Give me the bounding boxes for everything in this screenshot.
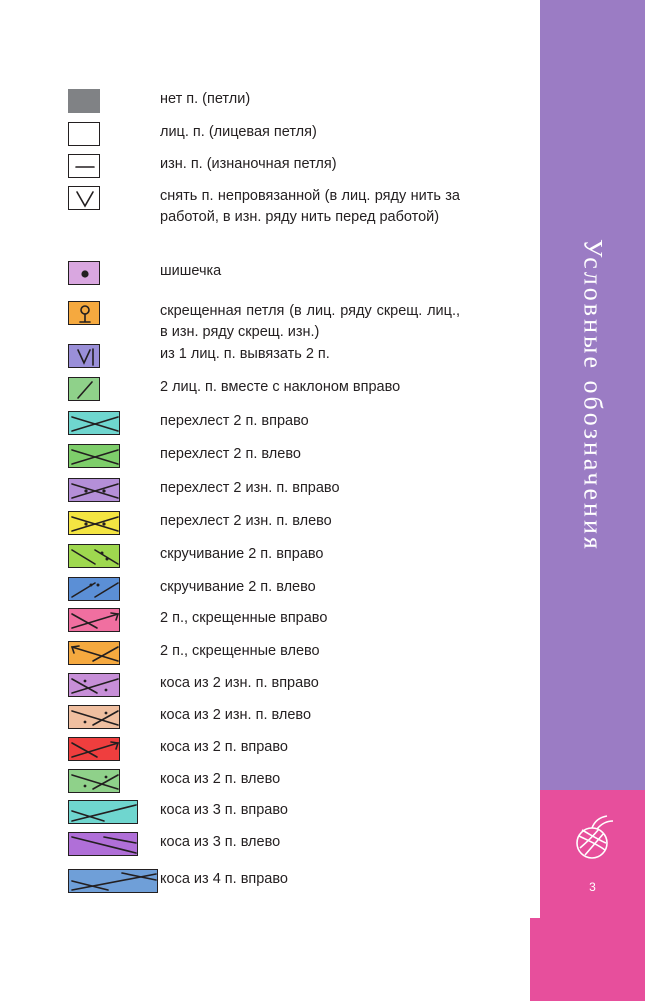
legend-row	[0, 444, 530, 468]
cross2-purl-left-swatch	[68, 511, 120, 535]
legend-label: 2 п., скрещенные влево	[160, 643, 320, 659]
side-title	[540, 0, 645, 790]
twist2-right-swatch	[68, 544, 120, 568]
legend-row	[0, 89, 530, 113]
legend-label: перехлест 2 изн. п. вправо	[160, 480, 340, 496]
legend-row	[0, 577, 530, 601]
legend-label: изн. п. (изнаночная петля)	[160, 156, 337, 172]
legend-label: перехлест 2 п. вправо	[160, 413, 309, 429]
slip-stitch-swatch	[68, 186, 100, 210]
legend-label: 2 п., скрещенные вправо	[160, 610, 328, 626]
legend-label: скрещенная петля (в лиц. ряду скрещ. лиц., в изн. ряду скрещ. изн.)	[160, 303, 460, 340]
legend-row	[0, 737, 530, 761]
legend-symbol-cell	[0, 186, 160, 210]
twist2-left-swatch	[68, 577, 120, 601]
bobble-swatch	[68, 261, 100, 285]
legend-symbol-cell	[0, 869, 160, 893]
k2tog-right-swatch	[68, 377, 100, 401]
cable3-right-swatch	[68, 800, 138, 824]
cable4-right-swatch	[68, 869, 158, 893]
cross2-right-swatch	[68, 411, 120, 435]
side-column	[530, 0, 645, 1001]
cable3-left-swatch	[68, 832, 138, 856]
legend-symbol-cell	[0, 705, 160, 729]
legend-label: шишечка	[160, 263, 222, 279]
cable2-purl-left-swatch	[68, 705, 120, 729]
increase-1to2-swatch	[68, 344, 100, 368]
cable2-right-swatch	[68, 737, 120, 761]
legend-row	[0, 608, 530, 632]
no-stitch-swatch	[68, 89, 100, 113]
side-title-text: Условные обозначения	[578, 238, 608, 552]
legend-label: лиц. п. (лицевая петля)	[160, 124, 317, 140]
legend-row	[0, 673, 530, 697]
knit-stitch-swatch	[68, 122, 100, 146]
legend-symbol-cell	[0, 577, 160, 601]
legend-symbol-cell	[0, 344, 160, 368]
cable2-left-swatch	[68, 769, 120, 793]
legend-row	[0, 301, 530, 343]
cross2-left-swatch	[68, 444, 120, 468]
legend-row	[0, 511, 530, 535]
legend-label: перехлест 2 изн. п. влево	[160, 513, 332, 529]
legend-label: коса из 2 изн. п. вправо	[160, 675, 319, 691]
legend-symbol-cell	[0, 832, 160, 856]
legend-symbol-cell	[0, 478, 160, 502]
legend-label: коса из 3 п. влево	[160, 834, 281, 850]
legend-label: скручивание 2 п. вправо	[160, 546, 324, 562]
legend-row	[0, 377, 530, 401]
legend-label: снять п. непровязанной (в лиц. ряду нить за работой, в изн. ряду нить перед работой)	[160, 188, 460, 225]
side-pink-block-bottom	[530, 918, 645, 1001]
crossed2-right-swatch	[68, 608, 120, 632]
legend-row	[0, 800, 530, 824]
purl-stitch-swatch	[68, 154, 100, 178]
legend-label: коса из 2 изн. п. влево	[160, 707, 312, 723]
legend-label: скручивание 2 п. влево	[160, 579, 316, 595]
yarn-ball-icon	[540, 800, 645, 875]
legend-symbol-cell	[0, 154, 160, 178]
legend-label: 2 лиц. п. вместе с наклоном вправо	[160, 379, 401, 395]
page-number: 3	[589, 880, 596, 894]
legend-row	[0, 869, 530, 893]
legend-row	[0, 261, 530, 285]
legend-label: коса из 3 п. вправо	[160, 802, 288, 818]
twisted-stitch-swatch	[68, 301, 100, 325]
legend-symbol-cell	[0, 737, 160, 761]
legend-row	[0, 344, 530, 368]
legend-row	[0, 832, 530, 856]
cable2-purl-right-swatch	[68, 673, 120, 697]
legend-label: перехлест 2 п. влево	[160, 446, 301, 462]
cross2-purl-right-swatch	[68, 478, 120, 502]
legend-symbol-cell	[0, 608, 160, 632]
legend-symbol-cell	[0, 800, 160, 824]
legend-symbol-cell	[0, 301, 160, 325]
legend-symbol-cell	[0, 511, 160, 535]
crossed2-left-swatch	[68, 641, 120, 665]
legend-symbol-cell	[0, 122, 160, 146]
legend-row	[0, 411, 530, 435]
legend-symbol-cell	[0, 411, 160, 435]
legend-row	[0, 705, 530, 729]
legend-symbol-cell	[0, 769, 160, 793]
legend-symbol-cell	[0, 673, 160, 697]
legend-row	[0, 544, 530, 568]
legend-symbol-cell	[0, 89, 160, 113]
legend-row	[0, 154, 530, 178]
legend-row	[0, 478, 530, 502]
legend-label: коса из 2 п. влево	[160, 771, 281, 787]
legend-label: нет п. (петли)	[160, 91, 251, 107]
legend-symbol-cell	[0, 261, 160, 285]
legend-label: из 1 лиц. п. вывязать 2 п.	[160, 346, 330, 362]
legend-symbol-cell	[0, 444, 160, 468]
legend-symbol-cell	[0, 377, 160, 401]
legend-label: коса из 4 п. вправо	[160, 871, 288, 887]
legend-symbol-cell	[0, 641, 160, 665]
legend-label: коса из 2 п. вправо	[160, 739, 288, 755]
legend-row	[0, 641, 530, 665]
legend-row	[0, 769, 530, 793]
legend-symbol-cell	[0, 544, 160, 568]
legend-row	[0, 122, 530, 146]
legend-row	[0, 186, 530, 228]
